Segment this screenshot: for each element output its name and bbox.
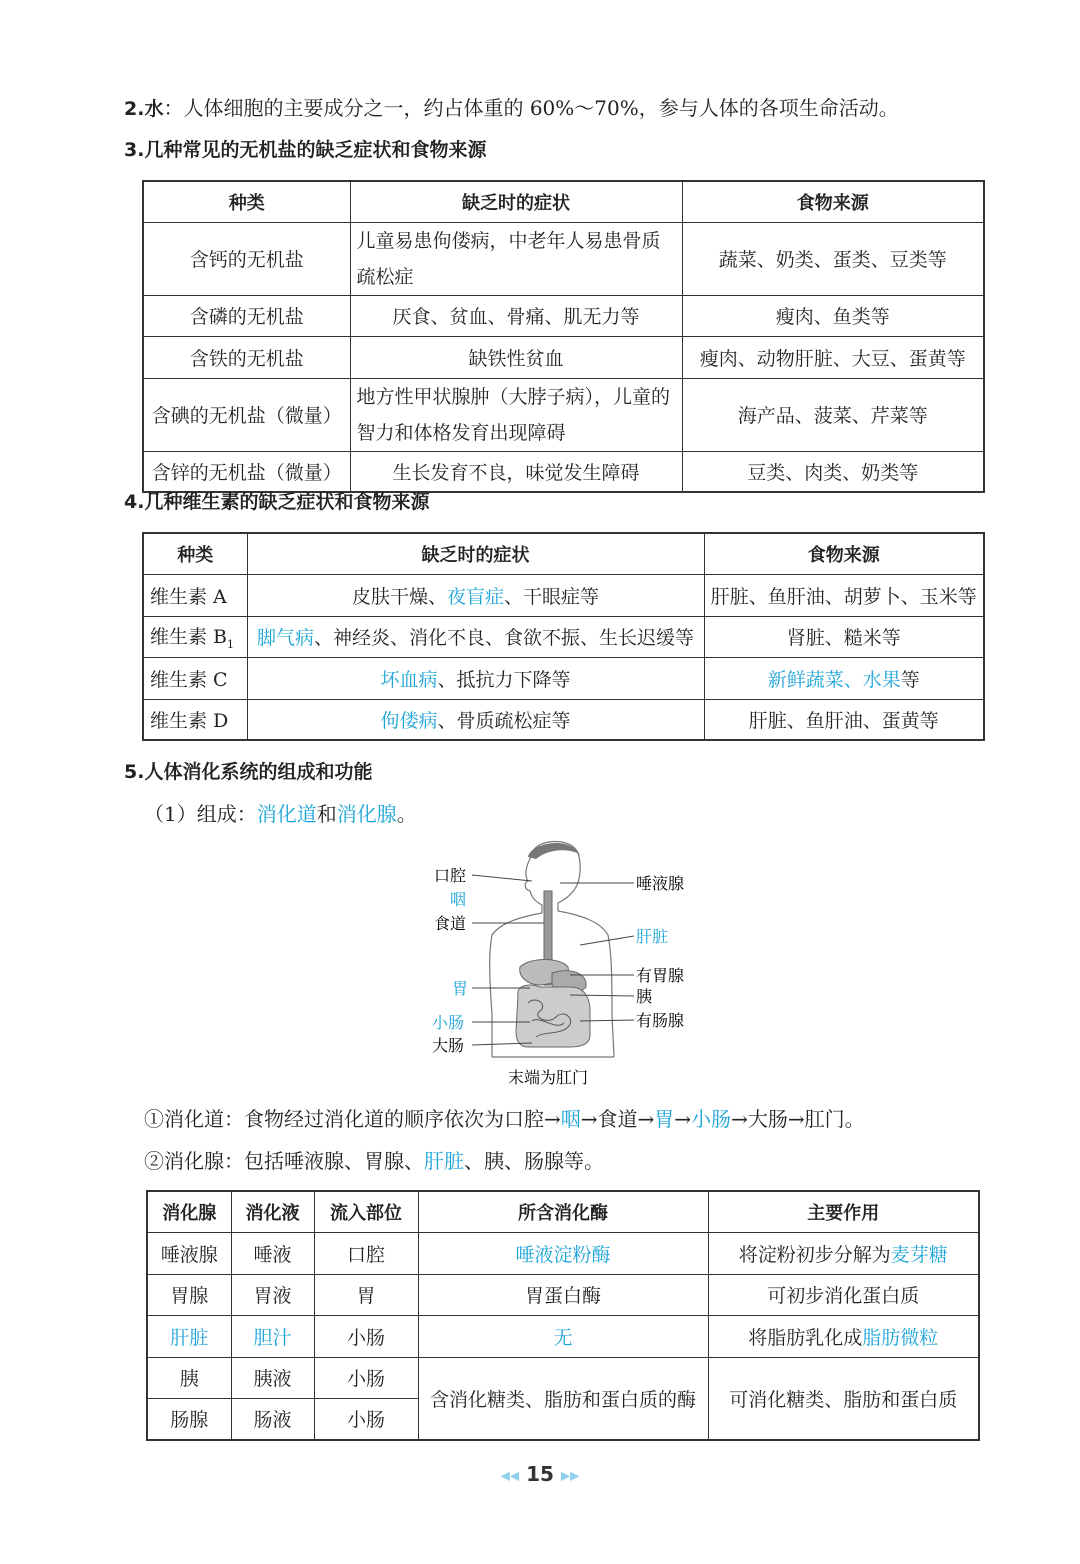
gland-cell: 胰: [147, 1357, 231, 1398]
symptom-cell: [247, 657, 704, 699]
col-header: 种类: [143, 181, 350, 222]
water-label: 水: [144, 98, 164, 120]
function-cell: [708, 1315, 979, 1357]
merged-enzyme-cell: 含消化糖类、脂肪和蛋白质的酶: [418, 1357, 708, 1440]
col-header: 消化腺: [147, 1191, 231, 1232]
food-cell: 蔬菜、奶类、蛋类、豆类等: [682, 222, 984, 295]
tract-text: 肛门。: [804, 1107, 865, 1131]
label-pancreas: 胰: [636, 987, 653, 1006]
kind-cell: 含磷的无机盐: [143, 295, 350, 336]
diagram-caption: 末端为肛门: [508, 1068, 589, 1087]
enzyme-cell: 胃蛋白酶: [418, 1274, 708, 1315]
symptom-cell: 厌食、贫血、骨痛、肌无力等: [350, 295, 682, 336]
gland-cell: 唾液腺: [147, 1232, 231, 1274]
table-row: [147, 1357, 979, 1398]
symptom-highlight: 坏血病: [380, 668, 438, 691]
gland-cell: 肠腺: [147, 1398, 231, 1440]
tract-highlight: 咽: [560, 1107, 581, 1131]
symptom-cell: [247, 616, 704, 657]
glands-highlight: 肝脏: [424, 1149, 464, 1173]
glands-text: 、胰、肠腺等。: [464, 1149, 604, 1173]
page-footer: [0, 1462, 1080, 1486]
enzyme-cell: 唾液淀粉酶: [418, 1232, 708, 1274]
kind-cell: 维生素 C: [143, 657, 247, 699]
tract-line: [144, 1106, 865, 1132]
water-num: 2.: [124, 98, 145, 120]
next-arrow-icon: ▶▶: [560, 1468, 580, 1483]
vitamins-table: [142, 532, 985, 741]
food-cell: 豆类、肉类、奶类等: [682, 451, 984, 492]
page-number: 15: [526, 1462, 554, 1486]
arrow-icon: →: [580, 1107, 598, 1131]
glands-text: ②消化腺：包括唾液腺、胃腺、: [144, 1149, 424, 1173]
food-text: 等: [900, 668, 920, 691]
symptom-highlight: 夜盲症: [446, 585, 504, 608]
label-mouth: 口腔: [434, 866, 467, 885]
food-cell: 海产品、菠菜、芹菜等: [682, 378, 984, 451]
arrow-icon: →: [787, 1107, 805, 1131]
juice-cell: 胆汁: [231, 1315, 314, 1357]
table-row: [143, 295, 984, 336]
table-row: [143, 574, 984, 616]
table-header-row: [143, 181, 984, 222]
symptom-text: 、神经炎、消化不良、食欲不振、生长迟缓等: [314, 627, 695, 649]
food-cell: 瘦肉、鱼类等: [682, 295, 984, 336]
merged-function-cell: 可消化糖类、脂肪和蛋白质: [708, 1357, 979, 1440]
table-row: [143, 616, 984, 657]
kind-cell: 含钙的无机盐: [143, 222, 350, 295]
site-cell: 口腔: [314, 1232, 418, 1274]
table-header-row: [143, 533, 984, 574]
function-highlight: 麦芽糖: [890, 1243, 948, 1266]
right-labels: [636, 874, 684, 1030]
arrow-icon: →: [731, 1107, 748, 1131]
food-cell: [704, 657, 984, 699]
col-header: 缺乏时的症状: [350, 181, 682, 222]
table-row: [147, 1274, 979, 1315]
symptom-cell: 生长发育不良，味觉发生障碍: [350, 451, 682, 492]
site-cell: 小肠: [314, 1357, 418, 1398]
site-cell: 小肠: [314, 1398, 418, 1440]
table-row: [147, 1315, 979, 1357]
tract-highlight: 小肠: [691, 1107, 732, 1131]
juice-cell: 唾液: [231, 1232, 314, 1274]
label-esophagus: 食道: [434, 914, 467, 933]
function-cell: 可初步消化蛋白质: [708, 1274, 979, 1315]
symptom-cell: 地方性甲状腺肿（大脖子病），儿童的智力和体格发育出现障碍: [350, 378, 682, 451]
symptom-cell: 缺铁性贫血: [350, 336, 682, 378]
section-4-title: 4.几种维生素的缺乏症状和食物来源: [124, 491, 430, 513]
table-header-row: [147, 1191, 979, 1232]
label-stomach: 胃: [452, 979, 469, 998]
function-text: 将淀粉初步分解为: [738, 1243, 891, 1266]
arrow-icon: →: [544, 1107, 561, 1131]
site-cell: 胃: [314, 1274, 418, 1315]
label-large-intestine: 大肠: [432, 1036, 465, 1055]
tract-text: 大肠: [747, 1107, 788, 1131]
symptom-highlight: 脚气病: [256, 627, 314, 649]
organs: [516, 891, 590, 1047]
juice-cell: 肠液: [231, 1398, 314, 1440]
col-header: 食物来源: [682, 181, 984, 222]
function-highlight: 脂肪微粒: [862, 1326, 939, 1349]
section-3-title: 3.几种常见的无机盐的缺乏症状和食物来源: [124, 139, 487, 161]
function-text: 将脂肪乳化成: [748, 1326, 863, 1349]
tract-text: ①消化道：食物经过消化道的顺序依次为口腔: [144, 1107, 544, 1131]
water-line: [124, 95, 899, 122]
minerals-table: [142, 180, 985, 493]
enzyme-cell: 无: [418, 1315, 708, 1357]
site-cell: 小肠: [314, 1315, 418, 1357]
kind-cell: 含碘的无机盐（微量）: [143, 378, 350, 451]
composition-text: 。: [396, 802, 417, 826]
food-highlight: 新鲜蔬菜: [767, 668, 844, 691]
label-pharynx: 咽: [450, 890, 467, 909]
table-row: [143, 657, 984, 699]
table-row: [143, 222, 984, 295]
kind-cell: [143, 616, 247, 657]
food-cell: 肝脏、鱼肝油、蛋黄等: [704, 699, 984, 740]
juice-cell: 胰液: [231, 1357, 314, 1398]
food-cell: 瘦肉、动物肝脏、大豆、蛋黄等: [682, 336, 984, 378]
composition-highlight: 消化腺: [336, 802, 397, 826]
gland-cell: 肝脏: [147, 1315, 231, 1357]
symptom-text: 、骨质疏松症等: [437, 709, 571, 732]
kind-cell: 维生素 D: [143, 699, 247, 740]
symptom-cell: [247, 574, 704, 616]
composition-line: [144, 801, 417, 827]
juice-cell: 胃液: [231, 1274, 314, 1315]
left-labels: [432, 866, 468, 1055]
section-5-title: 5.人体消化系统的组成和功能: [124, 761, 373, 783]
arrow-icon: →: [637, 1107, 655, 1131]
symptom-cell: [247, 699, 704, 740]
composition-text: 和: [316, 802, 337, 826]
kind-cell: 维生素 A: [143, 574, 247, 616]
arrow-icon: →: [674, 1107, 692, 1131]
symptom-text: 、抵抗力下降等: [437, 668, 571, 691]
food-cell: 肾脏、糙米等: [704, 616, 984, 657]
col-header: 所含消化酶: [418, 1191, 708, 1232]
label-salivary-gland: 唾液腺: [636, 874, 685, 893]
composition-text: （1）组成：: [144, 802, 257, 826]
enzymes-table: [146, 1190, 980, 1441]
water-text: ：人体细胞的主要成分之一，约占体重的 60%～70%，参与人体的各项生命活动。: [163, 96, 899, 120]
function-cell: [708, 1232, 979, 1274]
label-intestinal-gland: 有肠腺: [636, 1011, 685, 1030]
col-header: 种类: [143, 533, 247, 574]
digestive-system-diagram: [420, 835, 720, 1095]
table-row: [143, 378, 984, 451]
label-gastric-gland: 有胃腺: [636, 966, 685, 985]
gland-cell: 胃腺: [147, 1274, 231, 1315]
glands-line: [144, 1148, 604, 1174]
symptom-text: 、干眼症等: [504, 585, 600, 608]
col-header: 流入部位: [314, 1191, 418, 1232]
table-row: [143, 451, 984, 492]
kind-text: 维生素 B: [150, 626, 228, 649]
food-highlight: 水果: [862, 668, 901, 691]
col-header: 缺乏时的症状: [247, 533, 704, 574]
tract-text: 食道: [597, 1107, 638, 1131]
symptom-cell: 儿童易患佝偻病，中老年人易患骨质疏松症: [350, 222, 682, 295]
kind-cell: 含锌的无机盐（微量）: [143, 451, 350, 492]
table-row: [147, 1232, 979, 1274]
label-liver: 肝脏: [636, 927, 669, 946]
symptom-text: 皮肤干燥、: [351, 585, 447, 608]
col-header: 食物来源: [704, 533, 984, 574]
kind-subscript: 1: [227, 637, 235, 651]
col-header: 消化液: [231, 1191, 314, 1232]
tract-highlight: 胃: [654, 1107, 675, 1131]
prev-arrow-icon: ◀◀: [500, 1468, 520, 1483]
food-cell: 肝脏、鱼肝油、胡萝卜、玉米等: [704, 574, 984, 616]
col-header: 主要作用: [708, 1191, 979, 1232]
kind-cell: 含铁的无机盐: [143, 336, 350, 378]
label-small-intestine: 小肠: [432, 1013, 465, 1032]
table-row: [143, 336, 984, 378]
composition-highlight: 消化道: [256, 802, 317, 826]
table-row: [143, 699, 984, 740]
symptom-highlight: 佝偻病: [380, 709, 438, 732]
food-highlight: 、: [843, 668, 863, 691]
